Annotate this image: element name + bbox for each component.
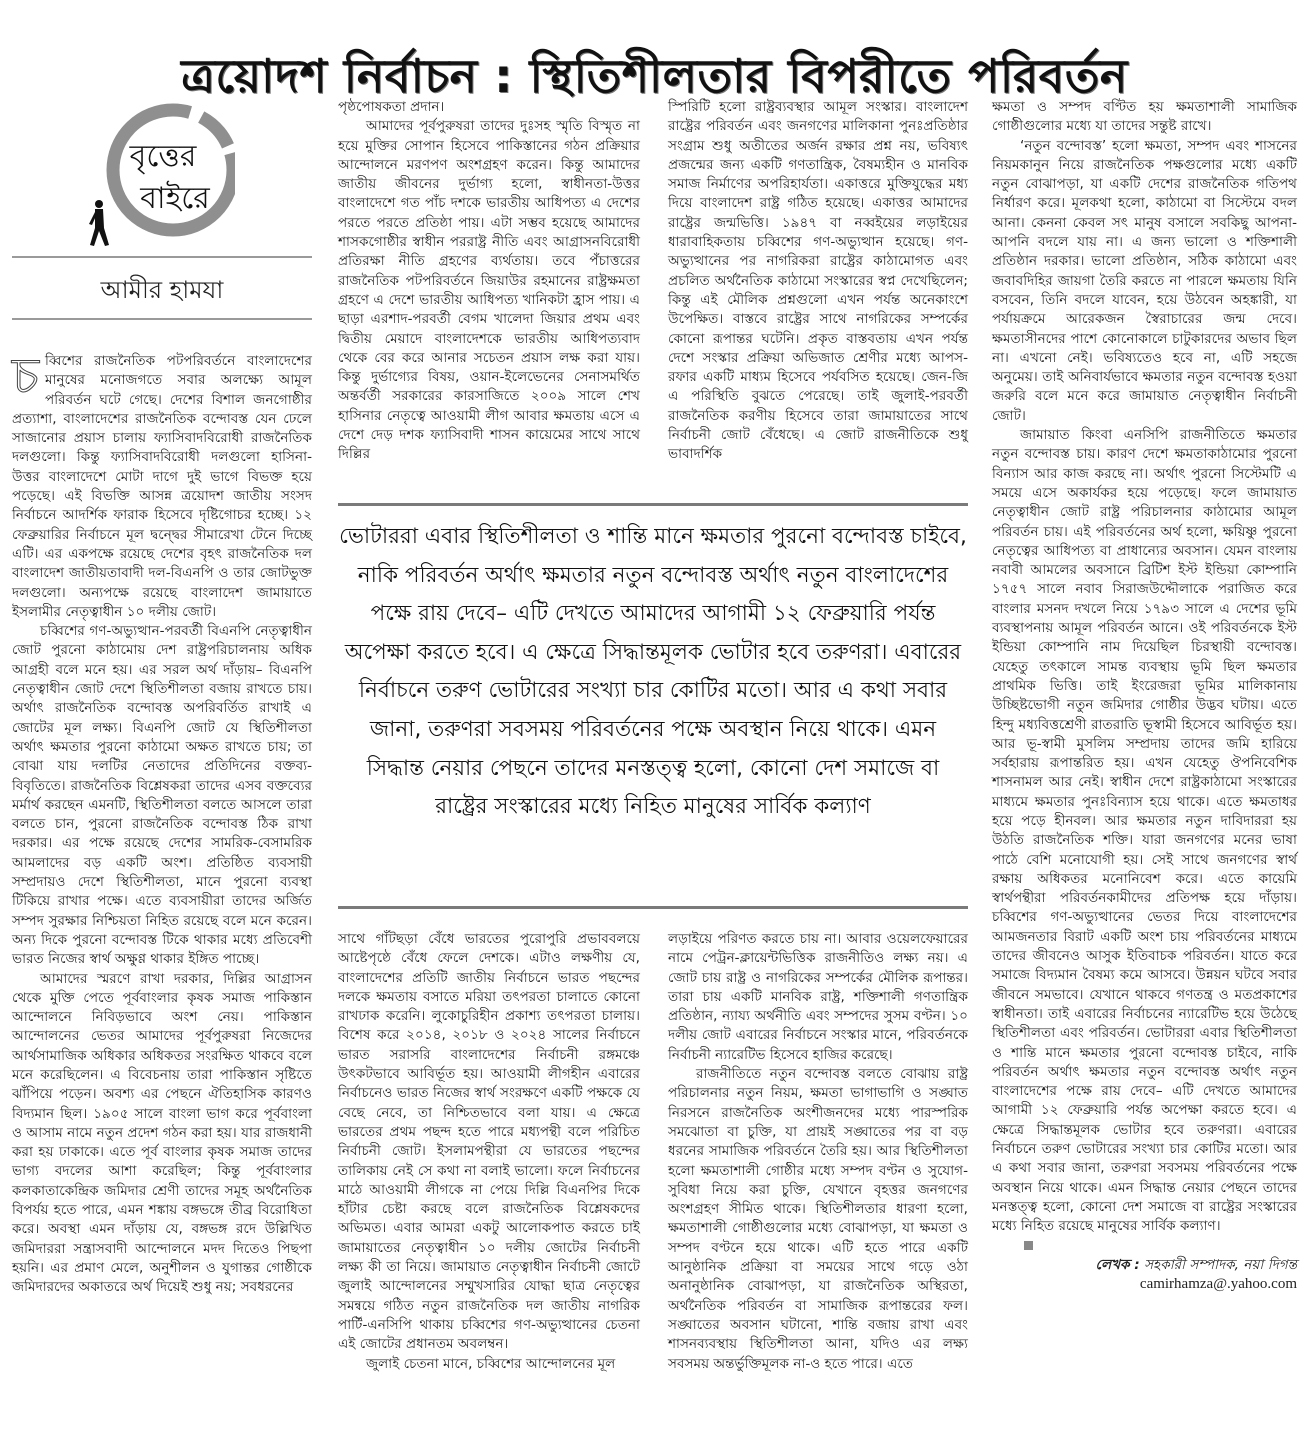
credit-text: সহকারী সম্পাদক, নয়া দিগন্ত [1144, 1256, 1297, 1273]
dropcap: চ [12, 347, 39, 405]
walking-man-icon [89, 200, 109, 246]
column-logo-graphic [85, 100, 235, 265]
author-email[interactable]: camirhamza@.yahoo.com [1139, 1276, 1297, 1293]
article-paragraph: জুলাই চেতনা মানে, চব্বিশের আন্দোলনের মূল [366, 1355, 616, 1372]
article-paragraph: সাথে গাঁটছড়া বেঁধে ভারতের পুরোপুরি প্রভাববলয়ে আষ্টেপৃষ্ঠে বেঁধে ফেলে দেশকে। এটাও লক্ষণীয় যে, বাংলাদেশের প্রতিটি জাতীয় নির্বাচনে ভারত পছন্দের দলকে ক্ষমতায় বসাতে মরিয়া তৎপরতা চালাতে কোনো রাখঢাক করেনি। লুকোচুরিহীন প্রকাশ্য তৎপরতা চালায়। বিশেষ করে ২০১৪, ২০১৮ ও ২০২৪ সালের নির্বাচনে ভারত সরাসরি বাংলাদেশের নির্বাচনী রঙ্গমঞ্চে উৎকটভাবে আবির্ভূত হয়। আওয়ামী লীগহীন এবারের নির্বাচনেও ভারত নিজের স্বার্থ সংরক্ষণে একটি পক্ষকে যে বেছে নেবে, তা নিশ্চিতভাবে বলা যায়। এ ক্ষেত্রে ভারতের প্রথম পছন্দ হতে পারে মধ্যপন্থী বলে পরিচিত নির্বাচনী জোট। ইসলামপন্থীরা যে ভারতের পছন্দের তালিকায় নেই সে কথা না বলাই ভালো। ফলে নির্বাচনের মাঠে আওয়ামী লীগকে না পেয়ে দিল্লি বিএনপির দিকে হাঁটার চেষ্টা করছে বলে রাজনৈতিক বিশ্লেষকদের অভিমত। এবার আমরা একটু আলোকপাত করতে চাই জামায়াতের নেতৃত্বাধীন ১০ দলীয় জোটের নির্বাচনী লক্ষ্য কী তা নিয়ে। জামায়াত নেতৃত্বাধীন নির্বাচনী জোটে জুলাই আন্দোলনের সম্মুখসারির যোদ্ধা ছাত্র নেতৃত্বের সমন্বয়ে গঠিত নতুন রাজনৈতিক দল জাতীয় নাগরিক পার্টি-এনসিপি থাকায় চব্বিশের গণ-অভ্যুত্থানের চেতনা এই জোটের প্রধানতম অবলম্বন। [338, 931, 640, 1353]
article-paragraph: ক্ষমতা ও সম্পদ বণ্টিত হয় ক্ষমতাশালী সামাজিক গোষ্ঠীগুলোর মধ্যে যা তাদের সন্তুষ্ট রাখে। [992, 99, 1297, 135]
article-paragraph [992, 1237, 1297, 1256]
article-column-2-bottom [338, 930, 640, 1374]
article-paragraph: আমাদের স্মরণে রাখা দরকার, দিল্লির আগ্রাসন থেকে মুক্তি পেতে পূর্ববাংলার কৃষক সমাজ পাকিস্তান আন্দোলনে নিবিড়ভাবে অংশ নেয়। পাকিস্তান আন্দোলনের ভেতর আমাদের পূর্বপুরুষরা নিজেদের আর্থসামাজিক অধিকার অধিকতর সংরক্ষিত থাকবে বলে মনে করেছিলেন। এ বিবেচনায় তারা পাকিস্তান সৃষ্টিতে ঝাঁপিয়ে পড়েন। অবশ্য এর পেছনে ঐতিহাসিক কারণও বিদ্যমান ছিল। ১৯০৫ সালে বাংলা ভাগ করে পূর্ববাংলা ও আসাম নামে নতুন প্রদেশ গঠন করা হয়। যার রাজধানী করা হয় ঢাকাকে। এতে পূর্ব বাংলার কৃষক সমাজ তাদের ভাগ্য বদলের আশা করেছিল; কিন্তু পূর্ববাংলার কলকাতাকেন্দ্রিক জমিদার শ্রেণী তাদের সমূহ অর্থনৈতিক বিপর্যয় হতে পারে, এমন শঙ্কায় বঙ্গভঙ্গে তীব্র বিরোধিতা করে। অবস্থা এমন দাঁড়ায় যে, বঙ্গভঙ্গ রদে উল্লিখিত জমিদাররা সন্ত্রাসবাদী আন্দোলনে মদদ দিতেও পিছপা হয়নি। এর প্রমাণ মেলে, অনুশীলন ও যুগান্তর গোষ্ঠীকে জমিদারদের অকাতরে অর্থ দিয়েই শুধু নয়; সবধরনের [12, 970, 312, 1296]
article-paragraph: স্পিরিটি হলো রাষ্ট্রব্যবস্থার আমূল সংস্কার। বাংলাদেশ রাষ্ট্রের পরিবর্তন এবং জনগণের মালিকানা পুনঃপ্রতিষ্ঠার সংগ্রাম শুধু অতীতের অর্জন রক্ষার প্রশ্ন নয়, ভবিষ্যৎ প্রজন্মের জন্য একটি গণতান্ত্রিক, বৈষম্যহীন ও মানবিক সমাজ নির্মাণের অপরিহার্যতা। একাত্তরে মুক্তিযুদ্ধের মধ্য দিয়ে বাংলাদেশ রাষ্ট্র গঠিত হয়েছে। একাত্তর আমাদের রাষ্ট্রের জন্মভিত্তি। ১৯৪৭ বা নব্বইয়ের লড়াইয়ের ধারাবাহিকতায় চব্বিশের গণ-অভ্যুত্থান হয়েছে। গণ-অভ্যুত্থানের পর নাগরিকরা রাষ্ট্রের কাঠামোগত এবং প্রচলিত অর্থনৈতিক কাঠামো সংস্কারের স্বপ্ন দেখেছিলেন; কিন্তু এই মৌলিক প্রশ্নগুলো এখন পর্যন্ত অনেকাংশে উপেক্ষিত। বাস্তবে রাষ্ট্রের সাথে নাগরিকের সম্পর্কের কোনো রূপান্তর ঘটেনি। প্রকৃত বাস্তবতায় এখন পর্যন্ত দেশে সংস্কার প্রক্রিয়া অভিজাত শ্রেণীর মধ্যে আপস-রফার একটি মাধ্যম হিসেবে পর্যবসিত হয়েছে। জেন-জি এ পরিস্থিতি বুঝতে পেরেছে। তাই জুলাই-পরবর্তী রাজনৈতিক করণীয় হিসেবে তারা জামায়াতের সাথে নির্বাচনী জোট বেঁধেছে। এ জোট রাজনীতিকে শুধু ভাবাদর্শিক [668, 99, 968, 463]
article-paragraph [12, 347, 312, 622]
article-column-2-top [338, 98, 640, 465]
logo-title-line1: বৃত্তের [129, 139, 197, 174]
headline: ত্রয়োদশ নির্বাচন : স্থিতিশীলতার বিপরীতে পরিবর্তন [181, 48, 1128, 103]
article-column-3-bottom [668, 930, 968, 1374]
article-column-1 [12, 347, 312, 1298]
article-paragraph: ‘নতুন বন্দোবস্ত’ হলো ক্ষমতা, সম্পদ এবং শাসনের নিয়মকানুন নিয়ে রাজনৈতিক পক্ষগুলোর মধ্যে একটি নতুন বোঝাপড়া, যা একটি দেশের রাজনৈতিক গতিপথ নির্ধারণ করে। মূলকথা হলো, কাঠামো বা সিস্টেমে বদল আনা। কেননা কেবল সৎ মানুষ বসালে সবকিছু আপনা-আপনি বদলে যায় না। এ জন্য ভালো ও শক্তিশালী প্রতিষ্ঠান দরকার। ভালো প্রতিষ্ঠান, সঠিক কাঠামো এবং জবাবদিহির জায়গা তৈরি করতে না পারলে ক্ষমতায় যিনি বসবেন, তিনি বদলে যাবেন, হয়ে উঠবেন অহঙ্কারী, যা পর্যায়ক্রমে আরেকজন স্বৈরাচারের জন্ম দেবে। ক্ষমতাসীনদের পাশে কোনোকালে চাটুকারদের অভাব ছিল না। এখনো নেই। ভবিষ্যতেও হবে না, এটি সহজে অনুমেয়। তাই অনিবার্যভাবে ক্ষমতার নতুন বন্দোবস্ত হওয়া জরুরি বলে মনে করে জামায়াত নেতৃত্বাধীন নির্বাচনী জোট। [992, 137, 1297, 424]
author-byline: আমীর হামযা [100, 276, 224, 304]
author-credit [992, 1256, 1297, 1275]
article-paragraph: লড়াইয়ে পরিণত করতে চায় না। আবার ওয়েলফেয়ারের নামে পেট্রন-ক্লায়েন্টভিত্তিক রাজনীতিও লক্ষ্য নয়। এ জোট চায় রাষ্ট্র ও নাগরিকের সম্পর্কের মৌলিক রূপান্তর। তারা চায় একটি মানবিক রাষ্ট্র, শক্তিশালী গণতান্ত্রিক প্রতিষ্ঠান, ন্যায্য অর্থনীতি এবং সম্পদের সুসম বণ্টন। ১০ দলীয় জোট এবারের নির্বাচনে সংস্কার মানে, পরিবর্তনকে নির্বাচনী ন্যারেটিভ হিসেবে হাজির করেছে। [668, 931, 968, 1063]
article-paragraph: চব্বিশের গণ-অভ্যুত্থান-পরবর্তী বিএনপি নেতৃত্বাধীন জোট পুরনো কাঠামোয় দেশ রাষ্ট্রপরিচালনায় অধিক আগ্রহী বলে মনে হয়। এর সরল অর্থ দাঁড়ায়– বিএনপি নেতৃত্বাধীন জোট দেশে স্থিতিশীলতা বজায় রাখতে চায়। অর্থাৎ রাজনৈতিক বন্দোবস্ত অপরিবর্তিত রাখাই এ জোটের মূল লক্ষ্য। বিএনপি জোট যে স্থিতিশীলতা অর্থাৎ ক্ষমতার পুরনো কাঠামো অক্ষত রাখতে চায়; তা বোঝা যায় দলটির নেতাদের প্রতিদিনের বক্তব্য-বিবৃতিতে। রাজনৈতিক বিশ্লেষকরা তাদের এসব বক্তব্যের মর্মার্থ করছেন এমনটি, স্থিতিশীলতা বলতে আসলে তারা বলতে চান, পুরনো রাজনৈতিক বন্দোবস্ত ঠিক রাখা দরকার। এর পক্ষে রয়েছে দেশের সামরিক-বেসামরিক আমলাদের বড় একটি অংশ। প্রতিষ্ঠিত ব্যবসায়ী সম্প্রদায়ও দেশে স্থিতিশীলতা, মানে পুরনো ব্যবস্থা টিকিয়ে রাখার পক্ষে। এতে ব্যবসায়ীরা তাদের অর্জিত সম্পদ সুরক্ষার নিশ্চিয়তা নিহিত রয়েছে বলে মনে করেন। অন্য দিকে পুরনো বন্দোবস্ত টিকে থাকার মধ্যে প্রতিবেশী ভারত নিজের স্বার্থ অক্ষুণ্ণ থাকার ইঙ্গিত পাচ্ছে। [12, 623, 312, 968]
column-logo [85, 100, 235, 265]
article-column-3-top [668, 98, 968, 465]
pullquote-bottom-rule [338, 906, 968, 909]
end-mark-icon [1024, 1241, 1033, 1250]
logo-title-line2: বাইরে [140, 181, 210, 216]
pullquote: ভোটাররা এবার স্থিতিশীলতা ও শান্তি মানে ক্ষমতার পুরনো বন্দোবস্ত চাইবে, নাকি পরিবর্তন অর্থাৎ ক্ষমতার নতুন বন্দোবস্ত অর্থাৎ নতুন বাংলাদেশের পক্ষে রায় দেবে– এটি দেখতে আমাদের আগামী ১২ ফেব্রুয়ারি পর্যন্ত অপেক্ষা করতে হবে। এ ক্ষেত্রে সিদ্ধান্তমূলক ভোটার হবে তরুণরা। এবারের নির্বাচনে তরুণ ভোটারের সংখ্যা চার কোটির মতো। আর এ কথা সবার জানা, তরুণরা সবসময় পরিবর্তনের পক্ষে অবস্থান নিয়ে থাকে। এমন সিদ্ধান্ত নেয়ার পেছনে তাদের মনস্তত্ত্ব হলো, কোনো দেশ সমাজে বা রাষ্ট্রের সংস্কারের মধ্যে নিহিত মানুষের সার্বিক কল্যাণ [339, 524, 967, 820]
article-paragraph: পৃষ্ঠপোষকতা প্রদান। [338, 99, 445, 115]
article-paragraph: জামায়াত কিংবা এনসিপি রাজনীতিতে ক্ষমতার নতুন বন্দোবস্ত চায়। কারণ দেশে ক্ষমতাকাঠামোর পুরনো বিন্যাস আর কাজ করছে না। অর্থাৎ পুরনো সিস্টেমটি এ সময়ে এসে অকার্যকর হয়ে পড়েছে। ফলে জামায়াত নেতৃত্বাধীন জোট রাষ্ট্র পরিচালনার কাঠামোর আমূল পরিবর্তন চায়। এই পরিবর্তনের অর্থ হলো, ক্ষয়িষ্ণু পুরনো নেতৃত্বের আধিপত্য বা প্রাধান্যের অবসান। যেমন বাংলায় নবাবী আমলের অবসানে ব্রিটিশ ইস্ট ইন্ডিয়া কোম্পানি ১৭৫৭ সালে নবাব সিরাজউদ্দৌলাকে পরাজিত করে বাংলার মসনদ দখলে নিয়ে ১৭৯৩ সালে এ দেশের ভূমি ব্যবস্থাপনায় আমূল পরিবর্তন আনে। ওই পরিবর্তনকে ইস্ট ইন্ডিয়া কোম্পানি নাম দিয়েছিল চিরস্থায়ী বন্দোবস্ত। যেহেতু তৎকালে সামন্ত ব্যবস্থায় ভূমি ছিল ক্ষমতার প্রাথমিক ভিত্তি। তাই ইংরেজরা ভূমির মালিকানায় উচ্ছিষ্টভোগী নতুন জমিদার গোষ্ঠীর উদ্ভব ঘটায়। এতে হিন্দু মধ্যবিত্তশ্রেণী রাতরাতি ভূস্বামী হিসেবে আবির্ভূত হয়। আর ভূ-স্বামী মুসলিম সম্প্রদায় তাদের জমি হারিয়ে সর্বহারায় রূপান্তরিত হয়। এখন যেহেতু ঔপনিবেশিক শাসনামল আর নেই। স্বাধীন দেশে রাষ্ট্রকাঠামো সংস্কারের মাধ্যমে ক্ষমতার পুনঃবিন্যাস হয়ে থাকে। এতে ক্ষমতাধর হয়ে পড়ে হীনবল। আর ক্ষমতার নতুন দাবিদাররা হয় উঠতি রাজনৈতিক শক্তি। যারা জনগণের মনের ভাষা পাঠে বেশি মনোযোগী হয়। সেই সাথে জনগণের স্বার্থ রক্ষায় অধিকতর মনোনিবেশ করে। এতে কায়েমি স্বার্থপন্থীরা পরিবর্তনকামীদের প্রতিপক্ষ হয়ে দাঁড়ায়। চব্বিশের গণ-অভ্যুত্থানের ভেতর দিয়ে বাংলাদেশের আমজনতার বিরাট একটি অংশ চায় পরিবর্তনের মাধ্যমে তাদের জীবনেও আসুক ইতিবাচক পরিবর্তন। যাতে করে সমাজে বিদ্যমান বৈষম্য কমে আসবে। উন্নয়ন ঘটবে সবার জীবনে সমভাবে। যেখানে থাকবে গণতন্ত্র ও মতপ্রকাশের স্বাধীনতা। তাই এবারের নির্বাচনের ন্যারেটিভ হয়ে উঠেছে স্থিতিশীলতা এবং পরিবর্তন। ভোটাররা এবার স্থিতিশীলতা ও শান্তি মানে ক্ষমতার পুরনো বন্দোবস্ত চাইবে, নাকি পরিবর্তন অর্থাৎ ক্ষমতার নতুন বন্দোবস্ত অর্থাৎ নতুন বাংলাদেশের পক্ষে রায় দেবে– এটি দেখতে আমাদের আগামী ১২ ফেব্রুয়ারি পর্যন্ত অপেক্ষা করতে হবে। এ ক্ষেত্রে সিদ্ধান্তমূলক ভোটার হবে তরুণরা। এবারের নির্বাচনে তরুণ ভোটারের সংখ্যা চার কোটির মতো। আর এ কথা সবার জানা, তরুণরা সবসময় পরিবর্তনের পক্ষে অবস্থান নিয়ে থাকে। এমন সিদ্ধান্ত নেয়ার পেছনে তাদের মনস্তত্ত্ব হলো, কোনো দেশ সমাজে বা রাষ্ট্রের সংস্কারের মধ্যে নিহিত রয়েছে মানুষের সার্বিক কল্যাণ। [992, 427, 1297, 1235]
pullquote-top-rule [338, 503, 968, 506]
byline-top-rule [12, 256, 312, 258]
article-column-4 [992, 98, 1297, 1294]
article-paragraph: রাজনীতিতে নতুন বন্দোবস্ত বলতে বোঝায় রাষ্ট্র পরিচালনার নতুন নিয়ম, ক্ষমতা ভাগাভাগি ও সঙ্ঘাত নিরসনে রাজনৈতিক অংশীজনদের মধ্যে পারস্পরিক সমঝোতা বা চুক্তি, যা প্রায়ই সঙ্ঘাতের পর বা বড় ধরনের সামাজিক পরিবর্তনে তৈরি হয়। আর স্থিতিশীলতা হলো ক্ষমতাশালী গোষ্ঠীর মধ্যে সম্পদ বণ্টন ও সুযোগ-সুবিধা নিয়ে করা চুক্তি, যেখানে বৃহত্তর জনগণের অংশগ্রহণ সীমিত থাকে। স্থিতিশীলতার ধারণা হলো, ক্ষমতাশালী গোষ্ঠীগুলোর মধ্যে বোঝাপড়া, যা ক্ষমতা ও সম্পদ বণ্টনে হয়ে থাকে। এটি হতে পারে একটি আনুষ্ঠানিক প্রক্রিয়া বা সময়ের সাথে গড়ে ওঠা অনানুষ্ঠানিক বোঝাপড়া, যা রাজনৈতিক অস্থিরতা, অর্থনৈতিক পরিবর্তন বা সামাজিক রূপান্তরের ফল। সঙ্ঘাতের অবসান ঘটানো, শান্তি বজায় রাখা এবং শাসনব্যবস্থায় স্থিতিশীলতা আনা, যদিও এর লক্ষ্য সবসময় অন্তর্ভুক্তিমূলক না-ও হতে পারে। এতে [668, 1066, 968, 1372]
article-paragraph: আমাদের পূর্বপুরুষরা তাদের দুঃসহ স্মৃতি বিস্মৃত না হয়ে মুক্তির সোপান হিসেবে পাকিস্তানের গঠন প্রক্রিয়ার আন্দোলনে মরণপণ অংশগ্রহণ করেন। কিন্তু আমাদের জাতীয় জীবনের দুর্ভাগ্য হলো, স্বাধীনতা-উত্তর বাংলাদেশে গত পাঁচ দশকে ভারতীয় আধিপত্য এ দেশের পরতে পরতে প্রতিষ্ঠা পায়। এটা সম্ভব হয়েছে আমাদের শাসকগোষ্ঠীর স্বাধীন পররাষ্ট্র নীতি এবং আগ্রাসনবিরোধী প্রতিরক্ষা নীতি গ্রহণের ব্যর্থতায়। তবে পঁচাত্তরের রাজনৈতিক পটপরিবর্তনে জিয়াউর রহমানের রাষ্ট্রক্ষমতা গ্রহণে এ দেশে ভারতীয় আধিপত্য খানিকটা হ্রাস পায়। এ ছাড়া এরশাদ-পরবর্তী বেগম খালেদা জিয়ার প্রথম এবং দ্বিতীয় মেয়াদে বাংলাদেশকে ভারতীয় আধিপত্যবাদ থেকে বের করে আনার সচেতন প্রয়াস লক্ষ করা যায়। কিন্তু দুর্ভাগ্যের বিষয়, ওয়ান-ইলেভেনের সেনাসমর্থিত অন্তর্বর্তী সরকারের কারসাজিতে ২০০৯ সালে শেখ হাসিনার নেতৃত্বে আওয়ামী লীগ আবার ক্ষমতায় এসে এ দেশে দেড় দশক ফ্যাসিবাদী শাসন কায়েমের সাথে সাথে দিল্লির [338, 118, 640, 463]
paragraph-text: ব্বিশের রাজনৈতিক পটপরিবর্তনে বাংলাদেশের মানুষের মনোজগতে সবার অলক্ষ্যে আমূল পরিবর্তন ঘটে গেছে। দেশের বিশাল জনগোষ্ঠীর প্রত্যাশা, বাংলাদেশের রাজনৈতিক বন্দোবস্ত যেন ঢেলে সাজানোর প্রয়াস চালায় ফ্যাসিবাদবিরোধী রাজনৈতিক দলগুলো। কিন্তু ফ্যাসিবাদবিরোধী দলগুলো হাসিনা-উত্তর বাংলাদেশে মোটা দাগে দুই ভাগে বিভক্ত হয়ে পড়েছে। এই বিভক্তি আসন্ন ত্রয়োদশ জাতীয় সংসদ নির্বাচনে আদর্শিক ফারাক হিসেবে দৃষ্টিগোচর হচ্ছে। ১২ ফেব্রুয়ারির নির্বাচনে মূল দ্বন্দ্বের সীমারেখা টেনে দিচ্ছে এটি। এর একপক্ষে রয়েছে দেশের বৃহৎ রাজনৈতিক দল বাংলাদেশ জাতীয়তাবাদী দল-বিএনপি ও তার জোটভুক্ত দলগুলো। অন্যপক্ষে রয়েছে বাংলাদেশ জামায়াতে ইসলামীর নেতৃত্বাধীন ১০ দলীয় জোট। [12, 353, 312, 620]
credit-label: লেখক : [1095, 1256, 1140, 1273]
byline-bottom-rule [12, 318, 312, 320]
